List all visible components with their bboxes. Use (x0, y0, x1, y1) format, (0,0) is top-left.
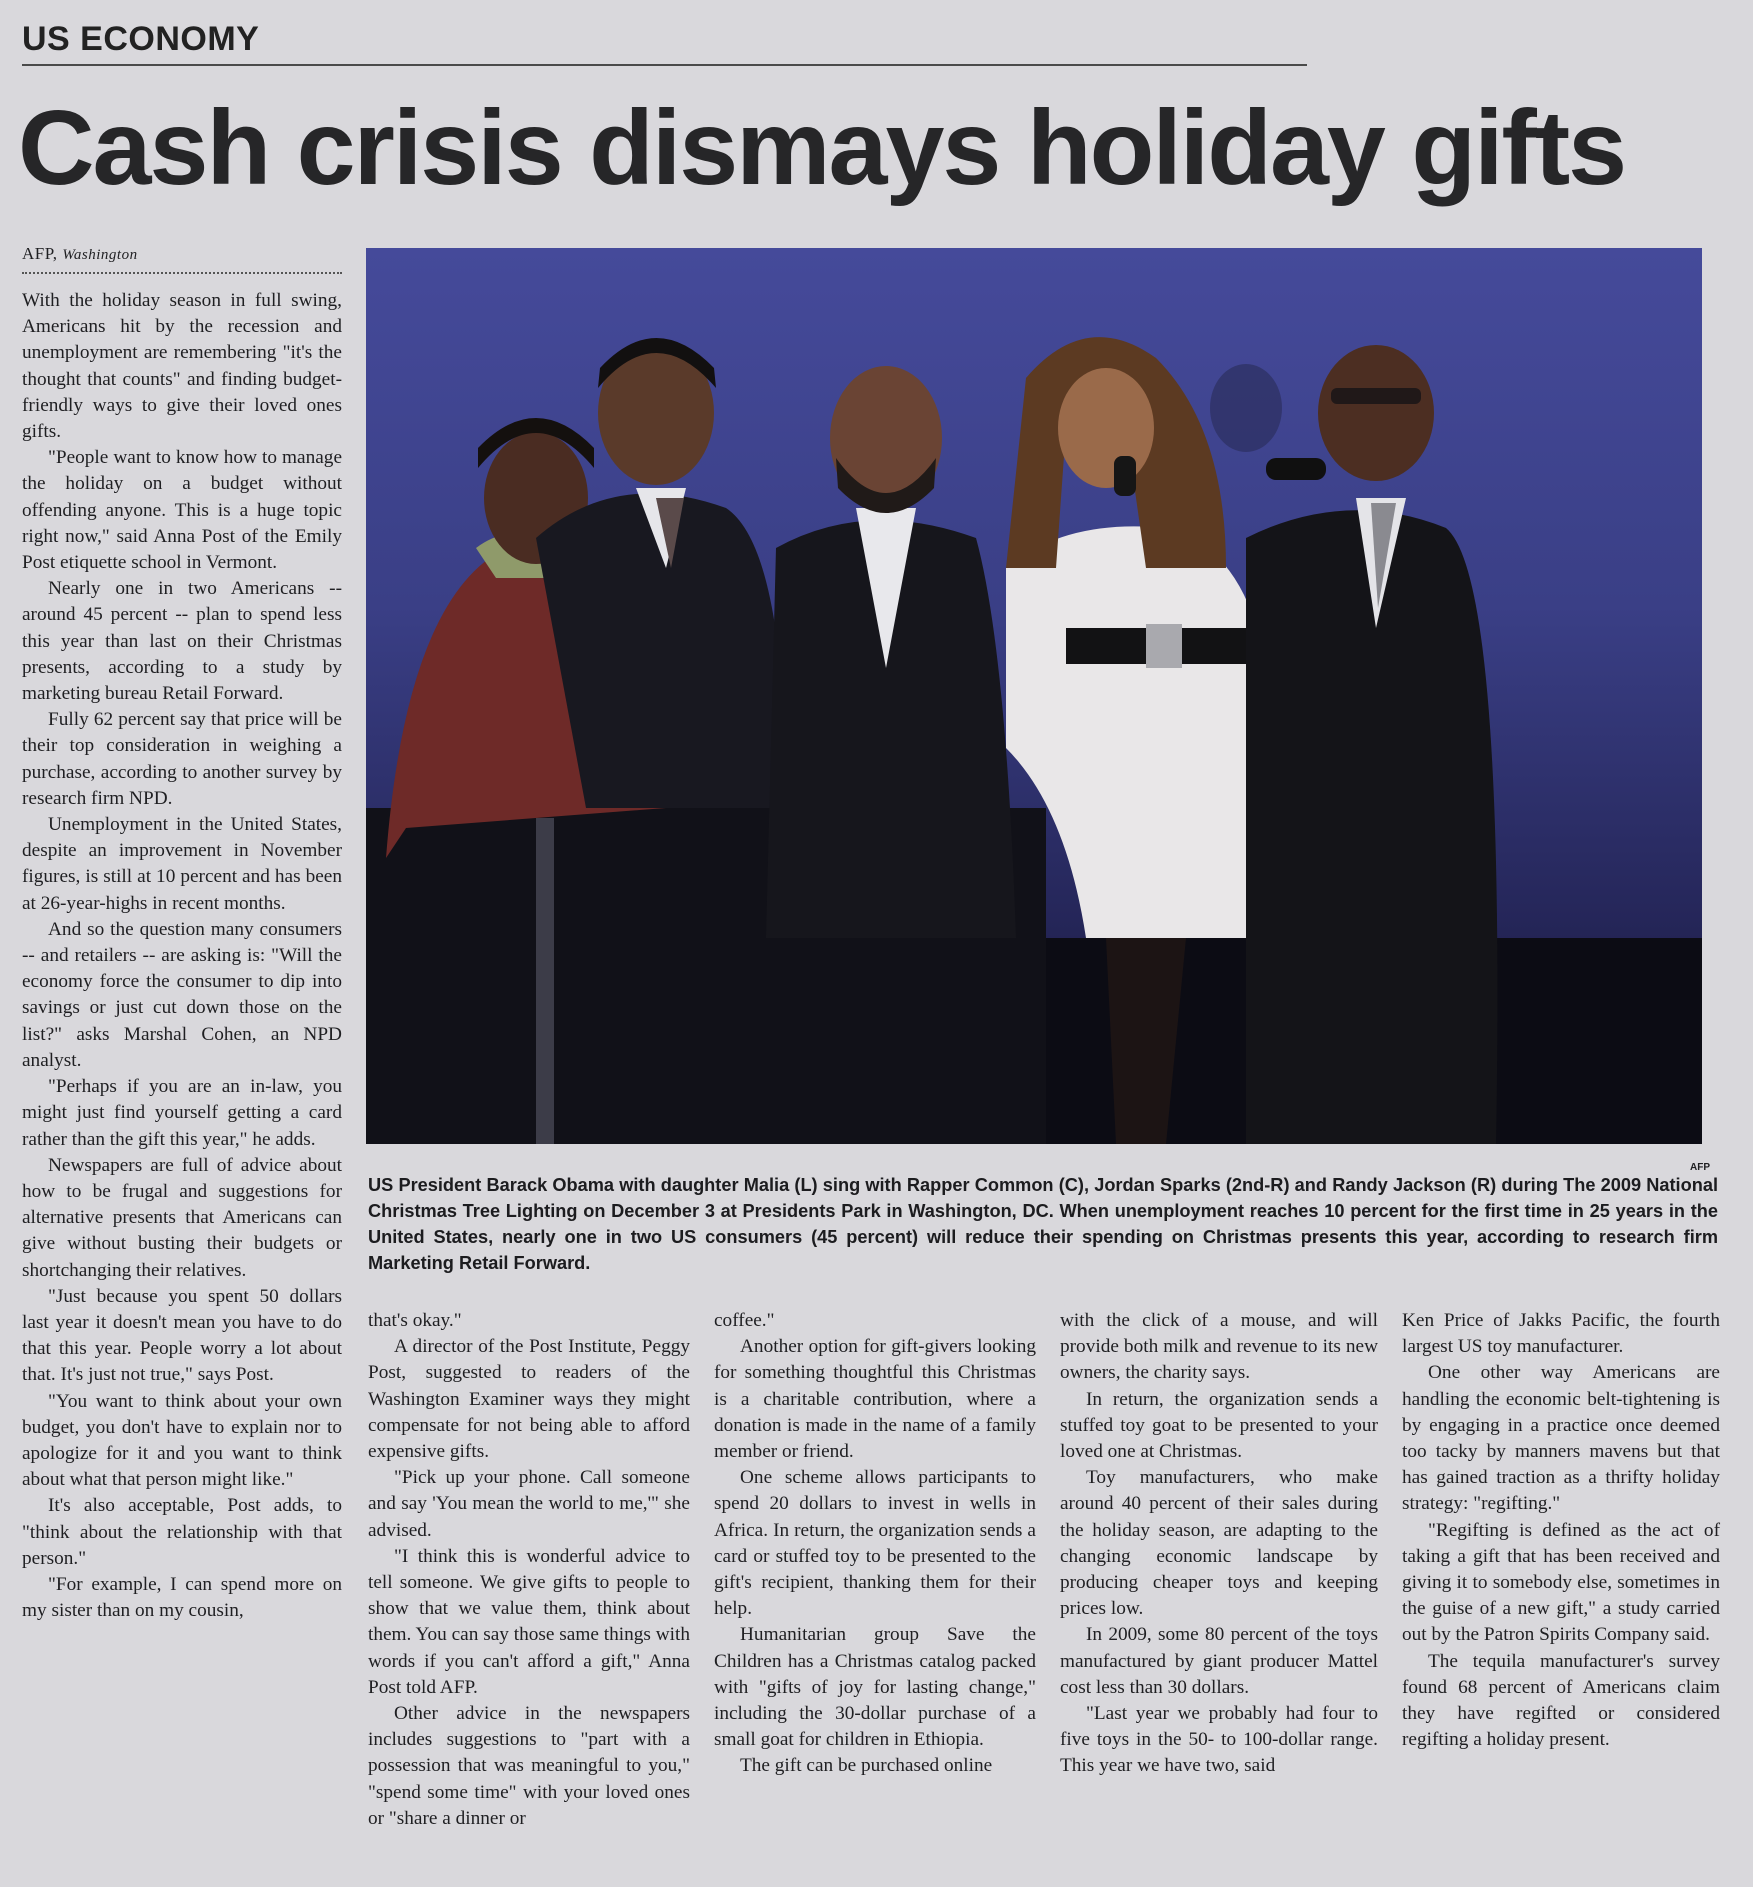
article-paragraph: Unemployment in the United States, despite an improvement in November figures, is still at 10 percent and has been at 26-year-highs in recent months. (22, 814, 342, 914)
article-column-1 (22, 288, 342, 1878)
byline-agency: AFP, (22, 244, 58, 263)
article-paragraph: One scheme allows participants to spend 20 dollars to invest in wells in Africa. In return, the organization sends a card or stuffed toy to be presented to the gift's recipient, thanking them for their help. (714, 1467, 1036, 1620)
article-paragraph: "I think this is wonderful advice to tell someone. We give gifts to people to show that we value them, think about them. You can say those same things with words if you can't afford a gift," Anna Post told AFP. (368, 1545, 690, 1698)
article-paragraph: "You want to think about your own budget, you don't have to explain nor to apologize for it and you want to think about what that person might like." (22, 1390, 342, 1491)
article-paragraph: "Pick up your phone. Call someone and say 'You mean the world to me,'" she advised. (368, 1467, 690, 1541)
article-paragraph: "Last year we probably had four to five toys in the 50- to 100-dollar range. This year we have two, said (1060, 1703, 1378, 1777)
article-paragraph: "For example, I can spend more on my sister than on my cousin, (22, 1573, 342, 1622)
article-paragraph: Fully 62 percent say that price will be their top consideration in weighing a purchase, according to another survey by research firm NPD. (22, 709, 342, 809)
article-paragraph: "People want to know how to manage the holiday on a budget without offending anyone. This is a huge topic right now," said Anna Post of the Emily Post etiquette school in Vermont. (22, 447, 342, 574)
article-paragraph: Humanitarian group Save the Children has a Christmas catalog packed with "gifts of joy for lasting change," including the 30-dollar purchase of a small goat for children in Ethiopia. (714, 1624, 1036, 1751)
article-paragraph: Ken Price of Jakks Pacific, the fourth largest US toy manufacturer. (1402, 1310, 1720, 1358)
article-paragraph: The gift can be purchased online (740, 1755, 993, 1777)
article-paragraph: Nearly one in two Americans -- around 45 percent -- plan to spend less this year than last on their Christmas presents, according to a study by marketing bureau Retail Forward. (22, 578, 342, 705)
article-paragraph: "Regifting is defined as the act of taking a gift that has been received and giving it to somebody else, sometimes in the guise of a new gift," a study carried out by the Patron Spirits Company said. (1402, 1519, 1720, 1646)
article-column-3 (714, 1308, 1036, 1868)
article-paragraph: "Perhaps if you are an in-law, you might just find yourself getting a card rather than the gift this year," he adds. (22, 1076, 342, 1150)
byline-place: Washington (62, 247, 138, 263)
article-paragraph: A director of the Post Institute, Peggy Post, suggested to readers of the Washington Examiner ways they might compensate for not being able to afford expensive gifts. (368, 1336, 690, 1463)
article-paragraph: With the holiday season in full swing, Americans hit by the recession and unemployment are remembering "it's the thought that counts" and finding budget-friendly ways to give their loved ones gifts. (22, 290, 342, 443)
section-label: US ECONOMY (22, 20, 260, 58)
article-paragraph: coffee." (714, 1310, 775, 1331)
article-paragraph: Newspapers are full of advice about how to be frugal and suggestions for alternative presents that Americans can give without busting their budgets or shortchanging their relatives. (22, 1154, 342, 1281)
byline (22, 244, 138, 264)
news-photo (366, 248, 1702, 1144)
section-rule (22, 64, 1307, 66)
article-paragraph: Other advice in the newspapers includes suggestions to "part with a possession that was meaningful to you," "spend some time" with your loved ones or "share a dinner or (368, 1703, 690, 1829)
article-column-2 (368, 1308, 690, 1868)
article-paragraph: The tequila manufacturer's survey found 68 percent of Americans claim they have regifted or considered regifting a holiday present. (1402, 1650, 1720, 1751)
article-paragraph: with the click of a mouse, and will provide both milk and revenue to its new owners, the charity says. (1060, 1310, 1378, 1384)
article-paragraph: that's okay." (368, 1310, 462, 1331)
article-paragraph: Toy manufacturers, who make around 40 percent of their sales during the holiday season, are adapting to the changing economic landscape by producing cheaper toys and keeping prices low. (1060, 1467, 1378, 1620)
article-paragraph: It's also acceptable, Post adds, to "think about the relationship with that person." (22, 1495, 342, 1569)
photo-credit: AFP (1690, 1162, 1710, 1173)
byline-rule (22, 272, 342, 274)
article-paragraph: "Just because you spent 50 dollars last year it doesn't mean you have to do that this year. People worry a lot about that. It's just not true," says Post. (22, 1285, 342, 1386)
article-paragraph: One other way Americans are handling the economic belt-tightening is by engaging in a practice once deemed too tacky by manners mavens but that has gained traction as a thrifty holiday strategy: "regifting." (1402, 1362, 1720, 1515)
article-paragraph: In return, the organization sends a stuffed toy goat to be presented to your loved one at Christmas. (1060, 1388, 1378, 1463)
headline: Cash crisis dismays holiday gifts (18, 89, 1626, 207)
article-paragraph: In 2009, some 80 percent of the toys manufactured by giant producer Mattel cost less than 30 dollars. (1060, 1624, 1378, 1698)
article-paragraph: Another option for gift-givers looking for something thoughtful this Christmas is a charitable contribution, where a donation is made in the name of a family member or friend. (714, 1336, 1036, 1463)
article-column-5 (1402, 1308, 1720, 1868)
article-paragraph: And so the question many consumers -- and retailers -- are asking is: "Will the economy force the consumer to dip into savings or just cut down those on the list?" asks Marshal Cohen, an NPD analyst. (22, 918, 342, 1071)
photo-illustration (366, 248, 1702, 1144)
article-column-4 (1060, 1308, 1378, 1868)
photo-caption: US President Barack Obama with daughter Malia (L) sing with Rapper Common (C), Jordan Sparks (2nd-R) and Randy Jackson (R) during The 2009 National Christmas Tree Lighting on December 3 at Presidents Park in Washington, DC. When unemployment reaches 10 percent for the first time in 25 years in the United States, nearly one in two US consumers (45 percent) will reduce their spending on Christmas presents this year, according to research firm Marketing Retail Forward. (368, 1175, 1718, 1273)
